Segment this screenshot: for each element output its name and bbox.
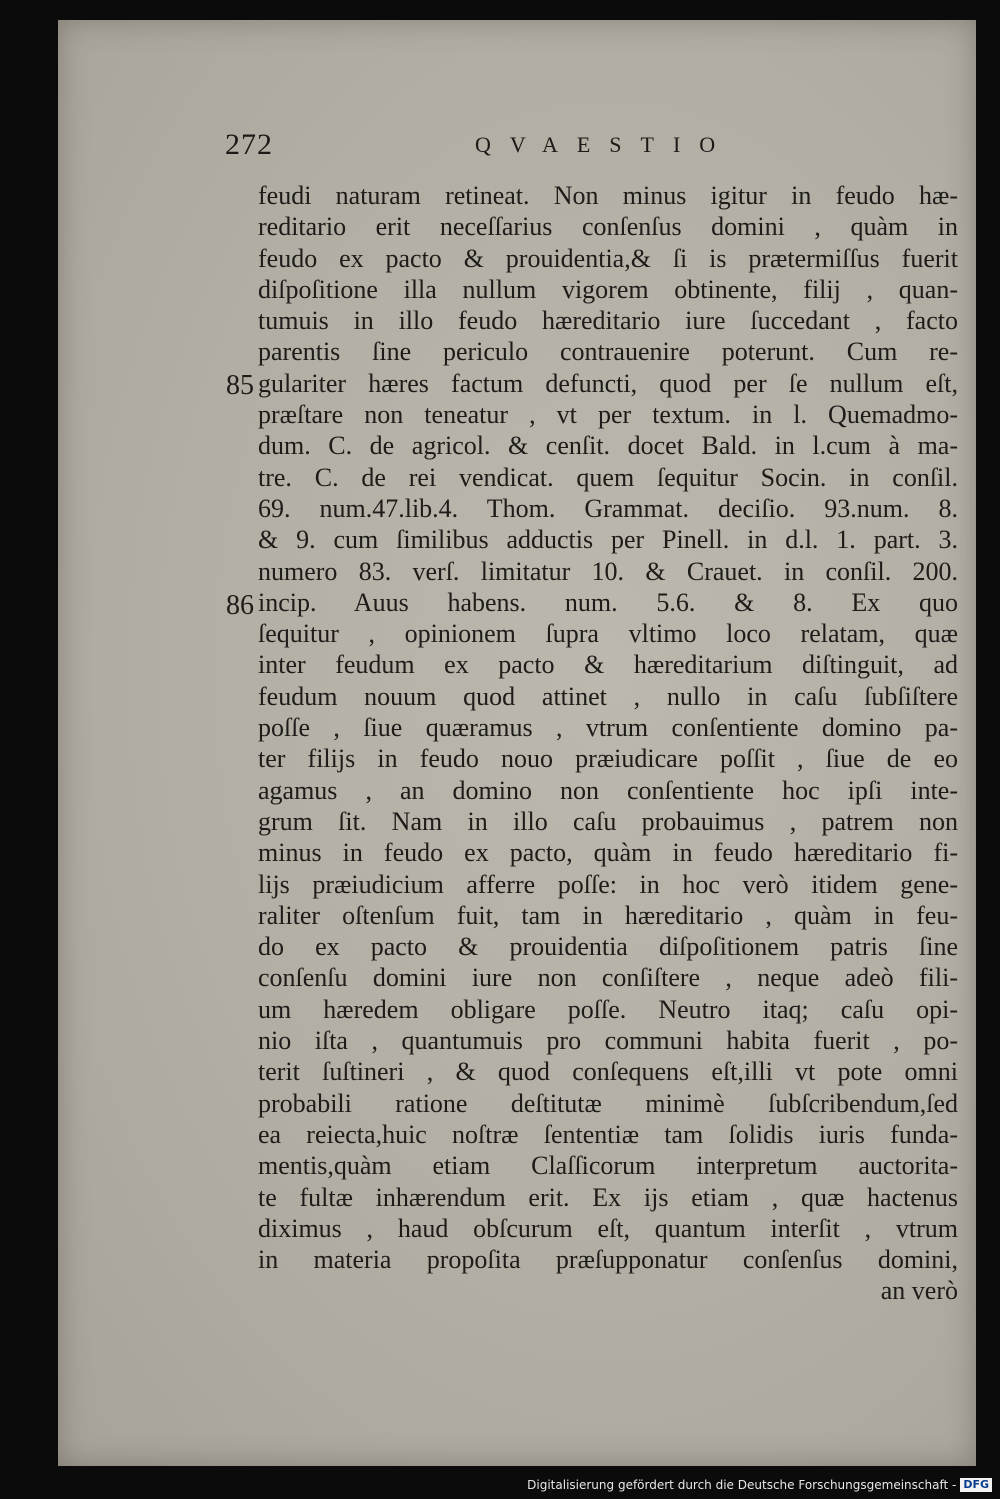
text-line: & 9. cum ſimilibus adductis per Pinell. in d.l. 1. part. 3. — [258, 525, 958, 555]
body-text — [258, 180, 958, 1307]
text-line: agamus , an domino non conſentiente hoc ipſi inte- — [258, 775, 958, 805]
text-line: nio iſta , quantumuis pro communi habita fuerit , po- — [258, 1026, 958, 1056]
text-line: diximus , haud obſcurum eſt, quantum interſit , vtrum — [258, 1213, 958, 1243]
margin-number: 86 — [226, 590, 254, 621]
text-line: terit ſuſtineri , & quod conſequens eſt,illi vt pote omni — [258, 1057, 958, 1087]
text-line: reditario erit neceſſarius conſenſus domini , quàm in — [258, 212, 958, 242]
text-line: feudi naturam retineat. Non minus igitur in feudo hæ- — [258, 181, 958, 210]
text-line: ter filijs in feudo nouo præiudicare poſſit , ſiue de eo — [258, 744, 958, 774]
text-line: tre. C. de rei vendicat. quem ſequitur Socin. in conſil. — [258, 462, 958, 492]
text-line: um hæredem obligare poſſe. Neutro itaq; caſu opi- — [258, 994, 958, 1024]
text-line: mentis,quàm etiam Claſſicorum interpretum auctorita- — [258, 1151, 958, 1181]
text-line: 69. num.47.lib.4. Thom. Grammat. deciſio. 93.num. 8. — [258, 493, 958, 523]
text-line: præſtare non teneatur , vt per textum. in l. Quemadmo- — [258, 400, 958, 430]
text-line: feudum nouum quod attinet , nullo in caſu ſubſiſtere — [258, 681, 958, 711]
page-header — [225, 128, 925, 168]
text-line: inter feudum ex pacto & hæreditarium diſtinguit, ad — [258, 650, 958, 680]
text-line: ea reiecta,huic noſtræ ſententiæ tam ſolidis iuris funda- — [258, 1119, 958, 1149]
text-line: parentis ſine periculo contrauenire poterunt. Cum re- — [258, 337, 958, 367]
footer-credit: Digitalisierung gefördert durch die Deutsche Forschungsgemeinschaft - — [527, 1478, 957, 1492]
catchword: an verò — [880, 1276, 958, 1306]
text-line: probabili ratione deſtitutæ minimè ſubſcribendum,ſed — [258, 1088, 958, 1118]
text-line: dum. C. de agricol. & cenſit. docet Bald. in l.cum à ma- — [258, 431, 958, 461]
running-head: QVAESTIO — [475, 132, 735, 157]
text-line: ſequitur , opinionem ſupra vltimo loco relatam, quæ — [258, 619, 958, 649]
text-line: te fultæ inhærendum erit. Ex ijs etiam , quæ hactenus — [258, 1182, 958, 1212]
text-line: diſpoſitione illa nullum vigorem obtinente, filij , quan- — [258, 274, 958, 304]
text-line: do ex pacto & prouidentia diſpoſitionem patris ſine — [258, 932, 958, 962]
text-line: minus in feudo ex pacto, quàm in feudo hæreditario fi- — [258, 838, 958, 868]
text-line: feudo ex pacto & prouidentia,& ſi is prætermiſſus fuerit — [258, 243, 958, 273]
text-line: numero 83. verſ. limitatur 10. & Crauet. in conſil. 200. — [258, 556, 958, 586]
dfg-logo: DFG — [960, 1478, 992, 1492]
text-line: tumuis in illo feudo hæreditario iure ſuccedant , facto — [258, 306, 958, 336]
text-line: incip. Auus habens. num. 5.6. & 8. Ex quo — [258, 587, 958, 617]
text-line: conſenſu domini iure non conſiſtere , neque adeò fili- — [258, 963, 958, 993]
text-line: raliter oſtenſum fuit, tam in hæreditario , quàm in feu- — [258, 900, 958, 930]
text-line: gulariter hæres factum defuncti, quod per ſe nullum eſt, — [258, 368, 958, 398]
text-line: poſſe , ſiue quæramus , vtrum conſentiente domino pa- — [258, 713, 958, 743]
text-line: in materia propoſita præſupponatur conſenſus domini, — [258, 1245, 958, 1275]
digitization-footer — [527, 1478, 992, 1492]
text-line: grum ſit. Nam in illo caſu probauimus , patrem non — [258, 806, 958, 836]
text-line: lijs præiudicium afferre poſſe: in hoc verò itidem gene- — [258, 869, 958, 899]
margin-number: 85 — [226, 370, 254, 401]
page-number: 272 — [225, 128, 273, 161]
